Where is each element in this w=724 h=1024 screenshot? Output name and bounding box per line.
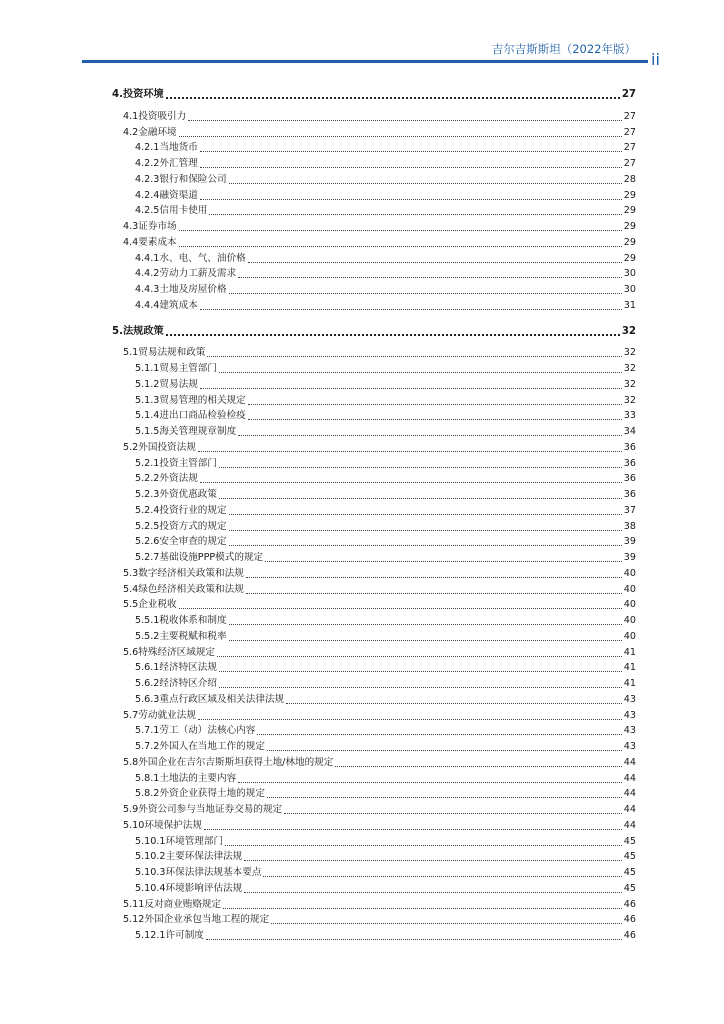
toc-entry-title: 绿色经济相关政策和法规 (138, 583, 244, 595)
toc-entry-page: 38 (623, 520, 636, 532)
running-header-title: 吉尔吉斯斯坦（2022年版） (491, 42, 636, 56)
toc-entry-number: 5.2.6 (135, 536, 160, 548)
toc-dot-leader (229, 183, 622, 184)
toc-entry-page: 46 (623, 930, 636, 941)
toc-entry-page: 44 (623, 772, 636, 784)
toc-entry[interactable] (112, 88, 636, 102)
toc-entry-number: 5.10.2 (135, 851, 166, 863)
toc-entry[interactable] (135, 835, 636, 849)
toc-entry-number: 4.3 (123, 221, 139, 232)
toc-entry-title: 银行和保险公司 (159, 173, 227, 185)
toc-entry[interactable] (123, 220, 636, 234)
toc-entry-number: 5.1.4 (135, 410, 160, 422)
toc-dot-leader (219, 372, 622, 373)
toc-entry[interactable] (123, 236, 636, 250)
toc-entry[interactable] (135, 772, 636, 786)
toc-entry-page: 36 (623, 441, 636, 453)
toc-entry-number: 5.7.2 (135, 741, 160, 752)
toc-entry-title: 主要环保法律法规 (165, 851, 243, 863)
toc-entry-number: 5.2.3 (135, 489, 160, 500)
toc-entry[interactable] (135, 504, 636, 518)
toc-entry-number: 4.4.3 (135, 284, 160, 295)
toc-entry[interactable] (135, 787, 636, 801)
toc-entry[interactable] (135, 141, 636, 155)
toc-dot-leader (244, 892, 622, 893)
toc-dot-leader (238, 435, 622, 436)
toc-entry[interactable] (135, 661, 636, 675)
toc-entry-page: 36 (623, 473, 636, 485)
toc-entry-page: 46 (623, 898, 636, 910)
toc-dot-leader (238, 277, 622, 278)
toc-entry-title: 海关管理规章制度 (159, 426, 237, 437)
toc-entry-number: 5.1.2 (135, 378, 160, 390)
toc-entry-title: 投资方式的规定 (159, 520, 227, 532)
toc-entry[interactable] (135, 535, 636, 549)
toc-entry-title: 重点行政区域及相关法律法规 (159, 693, 285, 705)
toc-entry-number: 4.2 (123, 126, 139, 138)
toc-dot-leader (257, 734, 621, 735)
toc-entry-title: 特殊经济区域规定 (138, 646, 216, 658)
toc-entry[interactable] (135, 472, 636, 486)
toc-entry[interactable] (135, 866, 636, 880)
toc-entry-page: 30 (623, 268, 636, 280)
toc-entry-page: 40 (623, 583, 636, 595)
toc-entry-title: 外汇管理 (159, 158, 198, 169)
toc-entry[interactable] (135, 283, 636, 297)
toc-entry-title: 许可制度 (165, 930, 204, 941)
toc-entry[interactable] (135, 520, 636, 534)
toc-entry-title: 环境管理部门 (165, 835, 224, 847)
toc-entry-number: 4.2.2 (135, 158, 160, 169)
toc-dot-leader (248, 262, 622, 263)
toc-entry-title: 进出口商品检验检疫 (159, 410, 246, 422)
toc-entry-page: 37 (623, 504, 636, 516)
toc-dot-leader (200, 309, 622, 310)
toc-entry[interactable] (123, 898, 636, 912)
toc-entry-number: 5.7.1 (135, 725, 160, 737)
toc-entry[interactable] (123, 598, 636, 612)
toc-entry-title: 投资吸引力 (138, 110, 187, 122)
toc-entry-page: 44 (623, 819, 636, 831)
toc-entry-title: 证券市场 (138, 221, 177, 232)
toc-dot-leader (198, 451, 622, 452)
toc-entry-number: 4.2.4 (135, 189, 160, 201)
toc-entry-page: 45 (623, 882, 636, 894)
toc-entry-page: 27 (623, 110, 636, 122)
toc-entry-number: 5.10 (123, 819, 145, 831)
toc-entry[interactable] (135, 425, 636, 439)
toc-entry-page: 43 (623, 741, 636, 752)
toc-entry-number: 5.12 (123, 914, 145, 926)
toc-dot-leader (246, 593, 622, 594)
toc-entry-title: 环境影响评估法规 (165, 882, 243, 894)
toc-entry-title: 税收体系和制度 (159, 615, 227, 626)
toc-entry-title: 金融环境 (138, 126, 177, 138)
toc-entry-page: 28 (623, 173, 636, 185)
toc-entry-page: 41 (623, 662, 636, 674)
toc-entry[interactable] (135, 677, 636, 691)
toc-entry-title: 土地法的主要内容 (159, 772, 237, 784)
toc-entry-title: 要素成本 (138, 236, 177, 248)
toc-entry-page: 43 (623, 725, 636, 737)
toc-entry-number: 4.2.3 (135, 173, 160, 185)
toc-dot-leader (265, 561, 622, 562)
toc-entry[interactable] (135, 630, 636, 644)
toc-entry[interactable] (123, 913, 636, 927)
toc-dot-leader (267, 797, 622, 798)
toc-entry-number: 5.6.1 (135, 662, 160, 674)
toc-entry-page: 32 (623, 378, 636, 390)
toc-entry-number: 5.5 (123, 599, 139, 611)
toc-entry-number: 5.6.2 (135, 678, 160, 689)
toc-entry[interactable] (123, 803, 636, 817)
toc-entry-number: 5.6.3 (135, 693, 160, 705)
toc-entry-page: 45 (623, 835, 636, 847)
toc-entry-page: 30 (623, 284, 636, 295)
toc-entry-page: 44 (623, 756, 636, 768)
toc-entry[interactable] (135, 204, 636, 218)
toc-entry-number: 5.2.2 (135, 473, 160, 485)
toc-entry-page: 40 (623, 599, 636, 611)
toc-entry-page: 27 (623, 126, 636, 138)
toc-entry-number: 5.10.1 (135, 835, 166, 847)
toc-dot-leader (229, 624, 622, 625)
toc-entry-page: 39 (623, 552, 636, 563)
toc-entry-page: 44 (623, 804, 636, 815)
toc-entry[interactable] (135, 409, 636, 423)
toc-entry[interactable] (123, 346, 636, 360)
toc-entry-page: 45 (623, 867, 636, 878)
toc-entry[interactable] (123, 126, 636, 140)
toc-entry-title: 外国投资法规 (138, 441, 196, 453)
toc-dot-leader (200, 151, 622, 152)
toc-entry-number: 5.12.1 (135, 930, 166, 941)
toc-dot-leader (200, 482, 622, 483)
toc-entry-page: 39 (623, 536, 636, 548)
toc-entry-title: 法规政策 (122, 325, 164, 337)
toc-dot-leader (248, 419, 622, 420)
toc-entry-number: 5.8 (123, 756, 139, 768)
toc-dot-leader (200, 388, 622, 389)
toc-entry-title: 信用卡使用 (159, 205, 208, 217)
toc-dot-leader (263, 876, 621, 877)
toc-entry[interactable] (135, 173, 636, 187)
toc-entry-number: 5.8.1 (135, 772, 160, 784)
toc-dot-leader (219, 498, 622, 499)
toc-entry[interactable] (135, 740, 636, 754)
toc-entry-page: 31 (623, 299, 636, 311)
toc-dot-leader (286, 703, 622, 704)
toc-dot-leader (204, 829, 622, 830)
toc-entry-page: 29 (623, 205, 636, 217)
toc-entry-number: 5.5.1 (135, 615, 160, 626)
toc-entry-title: 投资主管部门 (159, 457, 217, 469)
toc-entry-number: 5.4 (123, 583, 139, 595)
header-rule (82, 60, 648, 63)
toc-entry[interactable] (123, 756, 636, 770)
toc-entry-title: 劳动就业法规 (138, 709, 196, 721)
toc-entry-page: 36 (623, 489, 636, 500)
toc-dot-leader (225, 845, 622, 846)
toc-entry-page: 27 (623, 142, 636, 154)
toc-entry-title: 贸易管理的相关规定 (159, 394, 246, 406)
toc-entry-number: 4.2.5 (135, 205, 160, 217)
toc-dot-leader (238, 782, 622, 783)
toc-entry-title: 贸易主管部门 (159, 363, 217, 374)
toc-entry[interactable] (135, 394, 636, 408)
toc-entry-number: 5.5.2 (135, 630, 160, 642)
toc-entry-page: 32 (623, 363, 636, 374)
toc-dot-leader (229, 640, 622, 641)
toc-entry-page: 46 (623, 914, 636, 926)
toc-entry-number: 5.1.1 (135, 363, 160, 374)
toc-entry-title: 外资公司参与当地证券交易的规定 (138, 804, 283, 815)
toc-entry-title: 外资法规 (159, 473, 198, 485)
toc-dot-leader (229, 514, 622, 515)
toc-entry-page: 34 (623, 426, 636, 437)
toc-dot-leader (198, 719, 622, 720)
toc-entry-title: 外国人在当地工作的规定 (159, 741, 265, 752)
toc-entry-number: 5. (112, 325, 123, 337)
toc-entry-number: 5.9 (123, 804, 139, 815)
toc-entry[interactable] (135, 850, 636, 864)
toc-entry[interactable] (123, 819, 636, 833)
toc-dot-leader (166, 334, 620, 336)
toc-entry-page: 45 (623, 851, 636, 863)
toc-entry-page: 29 (623, 221, 636, 232)
toc-entry[interactable] (135, 252, 636, 266)
toc-entry-number: 5.2.5 (135, 520, 160, 532)
toc-dot-leader (206, 939, 622, 940)
toc-dot-leader (219, 671, 622, 672)
toc-entry-title: 贸易法规 (159, 378, 198, 390)
toc-dot-leader (267, 750, 622, 751)
toc-entry-number: 4. (112, 89, 123, 100)
toc-entry[interactable] (135, 457, 636, 471)
toc-entry-title: 外资优惠政策 (159, 489, 217, 500)
toc-entry-number: 4.4.4 (135, 299, 160, 311)
toc-entry-page: 29 (623, 236, 636, 248)
toc-entry-title: 外资企业获得土地的规定 (159, 788, 265, 800)
toc-entry-page: 40 (623, 567, 636, 579)
toc-entry-title: 建筑成本 (159, 299, 198, 311)
toc-entry-number: 5.1.5 (135, 426, 160, 437)
toc-dot-leader (179, 136, 622, 137)
toc-entry-page: 40 (623, 615, 636, 626)
toc-entry-title: 投资环境 (122, 89, 164, 100)
toc-entry-title: 环境保护法规 (144, 819, 202, 831)
toc-dot-leader (179, 608, 622, 609)
toc-entry-page: 27 (623, 158, 636, 169)
toc-entry-title: 劳工（动）法核心内容 (159, 725, 256, 737)
toc-entry-number: 5.7 (123, 709, 139, 721)
toc-entry-title: 融资渠道 (159, 189, 198, 201)
toc-dot-leader (200, 199, 622, 200)
toc-entry-number: 5.2.4 (135, 504, 160, 516)
toc-entry-page: 44 (623, 788, 636, 800)
toc-entry-number: 4.2.1 (135, 142, 160, 154)
toc-entry-page: 33 (623, 410, 636, 422)
toc-entry[interactable] (112, 325, 636, 339)
toc-entry[interactable] (123, 583, 636, 597)
toc-entry-page: 43 (623, 693, 636, 705)
toc-entry-page: 29 (623, 252, 636, 264)
toc-entry-title: 水、电、气、油价格 (159, 252, 246, 264)
toc-entry-title: 安全审查的规定 (159, 536, 227, 548)
toc-entry[interactable] (123, 646, 636, 660)
toc-dot-leader (229, 530, 622, 531)
toc-entry-page: 36 (623, 457, 636, 469)
toc-entry[interactable] (135, 929, 636, 943)
toc-entry-number: 5.10.4 (135, 882, 166, 894)
toc-dot-leader (335, 766, 621, 767)
toc-entry[interactable] (135, 693, 636, 707)
toc-entry[interactable] (135, 362, 636, 376)
toc-entry[interactable] (135, 378, 636, 392)
toc-entry-number: 5.3 (123, 567, 139, 579)
toc-entry-page: 32 (623, 347, 636, 359)
toc-entry-number: 4.4.1 (135, 252, 160, 264)
toc-entry[interactable] (135, 882, 636, 896)
toc-dot-leader (179, 230, 622, 231)
toc-entry[interactable] (135, 299, 636, 313)
toc-dot-leader (200, 167, 622, 168)
toc-entry-page: 27 (621, 89, 636, 100)
toc-entry-title: 经济特区介绍 (159, 678, 217, 689)
toc-entry-title: 土地及房屋价格 (159, 284, 227, 295)
toc-entry-title: 经济特区法规 (159, 662, 217, 674)
toc-entry-title: 环保法律法规基本要点 (165, 867, 262, 878)
toc-entry[interactable] (135, 488, 636, 502)
toc-entry[interactable] (123, 567, 636, 581)
toc-entry-title: 基础设施PPP模式的规定 (159, 552, 264, 563)
toc-entry-number: 5.1 (123, 347, 139, 359)
toc-dot-leader (188, 120, 622, 121)
toc-entry-title: 反对商业贿赂规定 (144, 898, 222, 910)
toc-dot-leader (229, 293, 622, 294)
toc-entry-number: 5.2.7 (135, 552, 160, 563)
toc-entry-number: 5.2 (123, 441, 139, 453)
toc-dot-leader (166, 97, 620, 99)
toc-dot-leader (229, 545, 622, 546)
toc-entry-number: 5.2.1 (135, 457, 160, 469)
toc-dot-leader (219, 467, 622, 468)
toc-entry-title: 外国企业在吉尔吉斯斯坦获得土地/林地的规定 (138, 756, 334, 768)
toc-entry[interactable] (135, 724, 636, 738)
toc-entry-page: 32 (623, 394, 636, 406)
toc-dot-leader (223, 908, 622, 909)
toc-entry-page: 41 (623, 678, 636, 689)
toc-entry-page: 40 (623, 630, 636, 642)
toc-entry-title: 当地货币 (159, 142, 198, 154)
toc-entry[interactable] (123, 110, 636, 124)
toc-entry[interactable] (135, 267, 636, 281)
toc-entry-number: 4.1 (123, 110, 139, 122)
toc-entry-title: 贸易法规和政策 (138, 347, 206, 359)
toc-entry[interactable] (135, 551, 636, 565)
toc-entry-title: 主要税赋和税率 (159, 630, 227, 642)
toc-entry[interactable] (123, 441, 636, 455)
toc-dot-leader (209, 214, 621, 215)
toc-dot-leader (271, 923, 622, 924)
toc-dot-leader (217, 656, 622, 657)
toc-entry-number: 4.4 (123, 236, 139, 248)
toc-entry-number: 5.11 (123, 898, 145, 910)
toc-entry-title: 外国企业承包当地工程的规定 (144, 914, 270, 926)
toc-entry-page: 29 (623, 189, 636, 201)
toc-entry[interactable] (123, 709, 636, 723)
toc-entry-page: 41 (623, 646, 636, 658)
toc-dot-leader (246, 577, 622, 578)
toc-entry-number: 5.8.2 (135, 788, 160, 800)
toc-entry-number: 5.10.3 (135, 867, 166, 878)
toc-dot-leader (244, 860, 622, 861)
toc-dot-leader (219, 687, 622, 688)
toc-dot-leader (179, 246, 622, 247)
page-number: ii (651, 50, 660, 69)
toc-dot-leader (248, 404, 622, 405)
toc-dot-leader (284, 813, 622, 814)
toc-entry[interactable] (135, 614, 636, 628)
toc-entry-number: 5.6 (123, 646, 139, 658)
toc-dot-leader (207, 356, 621, 357)
toc-entry-title: 劳动力工薪及需求 (159, 268, 237, 280)
toc-entry[interactable] (135, 157, 636, 171)
toc-entry-page: 43 (623, 709, 636, 721)
toc-entry-title: 企业税收 (138, 599, 177, 611)
toc-entry-title: 投资行业的规定 (159, 504, 227, 516)
toc-entry-number: 4.4.2 (135, 268, 160, 280)
toc-entry-page: 32 (621, 325, 636, 337)
toc-entry-number: 5.1.3 (135, 394, 160, 406)
toc-entry-title: 数字经济相关政策和法规 (138, 567, 244, 579)
toc-entry[interactable] (135, 189, 636, 203)
